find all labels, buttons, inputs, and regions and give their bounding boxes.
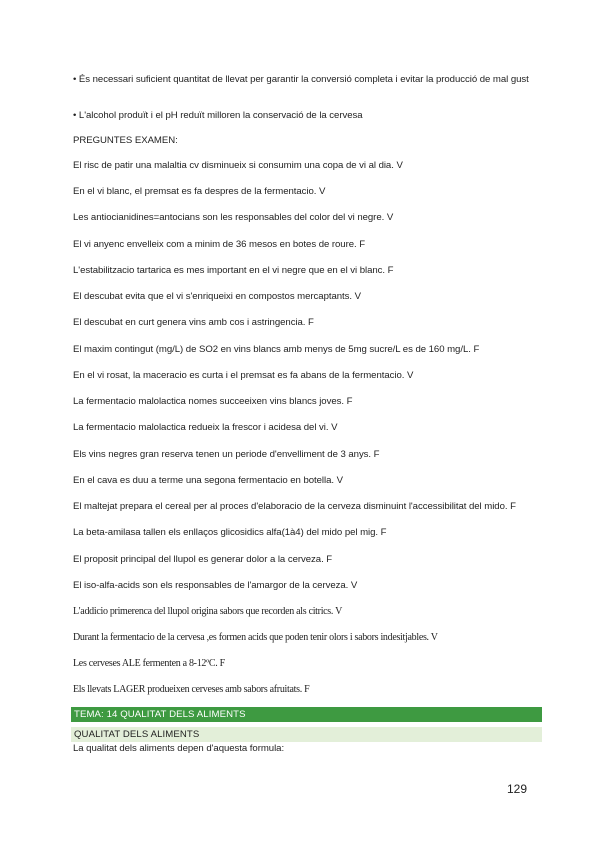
page-number: 129 xyxy=(507,782,528,796)
exam-question: En el vi rosat, la maceracio es curta i el premsat es fa abans de la fermentacio. V xyxy=(73,370,414,381)
exam-heading: PREGUNTES EXAMEN: xyxy=(73,135,178,146)
exam-question-serif: Durant la fermentacio de la cervesa ,es formen acids que poden tenir olors i sabors indesitjables. V xyxy=(73,632,438,643)
exam-question: El risc de patir una malaltia cv disminueix si consumim una copa de vi al dia. V xyxy=(73,160,403,171)
exam-question-serif: Els llevats LAGER produeixen cerveses amb sabors afruitats. F xyxy=(73,684,310,695)
exam-question: Els vins negres gran reserva tenen un periode d'envelliment de 3 anys. F xyxy=(73,449,380,460)
exam-question: El iso-alfa-acids son els responsables de l'amargor de la cerveza. V xyxy=(73,580,358,591)
exam-question: El proposit principal del llupol es generar dolor a la cerveza. F xyxy=(73,554,333,565)
exam-question-serif: L'addicio primerenca del llupol origina sabors que recorden als citrics. V xyxy=(73,606,343,617)
exam-question: El descubat en curt genera vins amb cos i astringencia. F xyxy=(73,317,314,328)
exam-question: Les antiocianidines=antocians son les responsables del color del vi negre. V xyxy=(73,212,394,223)
exam-question: La fermentacio malolactica nomes succeeixen vins blancs joves. F xyxy=(73,396,353,407)
bullet-item: • L'alcohol produït i el pH reduït milloren la conservació de la cervesa xyxy=(73,110,363,121)
exam-question: El maltejat prepara el cereal per al proces d'elaboracio de la cerveza disminuint l'accessibilitat del mido. F xyxy=(73,501,516,512)
exam-question: La fermentacio malolactica redueix la frescor i acidesa del vi. V xyxy=(73,422,338,433)
section-title: TEMA: 14 QUALITAT DELS ALIMENTS xyxy=(71,707,542,722)
exam-question: El vi anyenc envelleix com a minim de 36 mesos en botes de roure. F xyxy=(73,239,366,250)
exam-question: En el cava es duu a terme una segona fermentacio en botella. V xyxy=(73,475,343,486)
exam-question: En el vi blanc, el premsat es fa despres de la fermentacio. V xyxy=(73,186,326,197)
bullet-item: • És necessari suficient quantitat de llevat per garantir la conversió completa i evitar la producció de mal gust xyxy=(73,74,529,85)
exam-question-serif: Les cerveses ALE fermenten a 8-12ºC. F xyxy=(73,658,225,669)
subsection-title: QUALITAT DELS ALIMENTS xyxy=(71,727,542,742)
exam-question: El descubat evita que el vi s'enriqueixi en compostos mercaptants. V xyxy=(73,291,361,302)
intro-text: La qualitat dels aliments depen d'aquesta formula: xyxy=(73,743,285,754)
exam-question: La beta-amilasa tallen els enllaços glicosidics alfa(1à4) del mido pel mig. F xyxy=(73,527,387,538)
exam-question: El maxim contingut (mg/L) de SO2 en vins blancs amb menys de 5mg sucre/L es de 160 mg/L. F xyxy=(73,344,480,355)
exam-question: L'estabilitzacio tartarica es mes important en el vi negre que en el vi blanc. F xyxy=(73,265,394,276)
